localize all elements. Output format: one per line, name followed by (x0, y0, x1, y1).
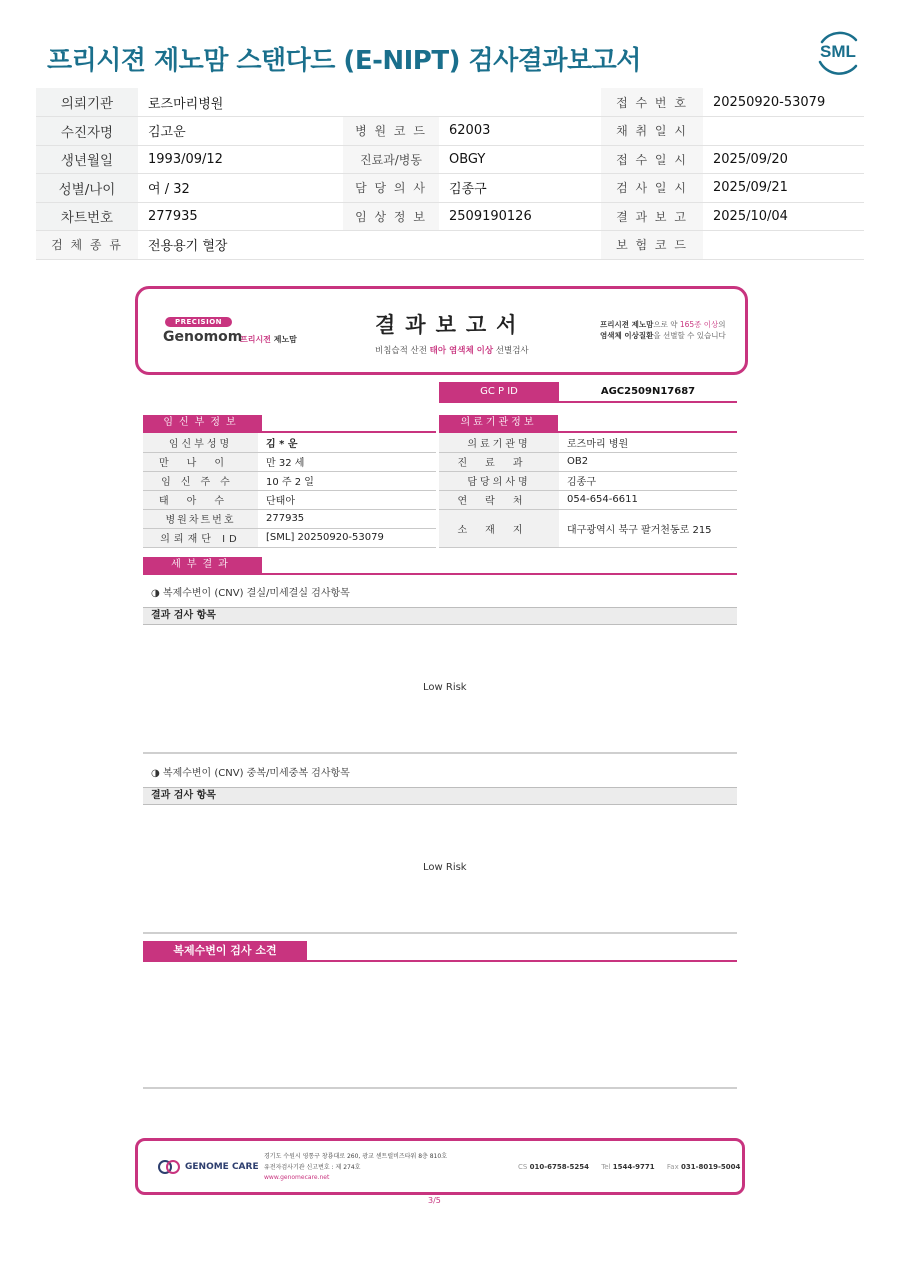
genomom-logo-text: Genomom (163, 329, 243, 345)
genome-care-name: GENOME CARE (185, 1162, 259, 1172)
license-line: 유전자검사기관 신고번호 : 제 274호 (264, 1163, 361, 1171)
patient-info-table (36, 88, 864, 260)
institution-info-header (439, 415, 737, 433)
fax-number: 031-8019-5004 (680, 1163, 741, 1171)
website-link[interactable]: www.genomecare.net (264, 1174, 330, 1181)
info-label: 검 사 일 시 (601, 174, 703, 203)
promo-text (600, 319, 726, 341)
report-title: 결과보고서 (375, 313, 527, 337)
info-label: 수진자명 (36, 117, 138, 146)
info-row (36, 145, 864, 174)
info-row (36, 174, 864, 203)
pregnant-info-header (143, 415, 436, 433)
receipt-date: 2025/09/20 (703, 145, 864, 174)
table-row (143, 471, 436, 490)
info-label: 성별/나이 (36, 174, 138, 203)
brand-kr: 제노맘 (273, 335, 297, 344)
info-label: 보 험 코 드 (601, 231, 703, 260)
table-row (439, 452, 737, 471)
cnv-loss-items-header: 결과 검사 항목 (143, 607, 737, 625)
detail-results-header (143, 557, 737, 575)
info-row (36, 88, 864, 117)
row-value: 단태아 (258, 490, 436, 509)
row-value: 로즈마리 병원 (559, 433, 737, 452)
subtitle-pre: 비침습적 산전 (375, 346, 427, 356)
table-row (143, 490, 436, 509)
cnv-loss-result: Low Risk (423, 682, 467, 693)
doctor-name: 김종구 (439, 174, 601, 203)
info-label: 접 수 번 호 (601, 88, 703, 117)
collection-date (703, 117, 864, 146)
brand-kr-pink: 프리시젼 (240, 335, 271, 344)
row-value: 김종구 (559, 471, 737, 490)
cnv-gain-items-header: 결과 검사 항목 (143, 787, 737, 805)
insurance-code (703, 231, 864, 260)
test-date: 2025/09/21 (703, 174, 864, 203)
row-value: 대구광역시 북구 팔거천동로 215 (559, 509, 737, 547)
table-row (143, 528, 436, 547)
table-row (439, 471, 737, 490)
sex-age: 여 / 32 (138, 174, 343, 203)
institution-info-table (439, 433, 737, 548)
footer-contact (518, 1163, 750, 1171)
info-empty (343, 88, 439, 117)
report-subtitle (375, 344, 529, 356)
cnv-gain-result: Low Risk (423, 862, 467, 873)
row-label: 임신주수 (143, 471, 258, 490)
info-label: 접 수 일 시 (601, 145, 703, 174)
receipt-number: 20250920-53079 (703, 88, 864, 117)
divider (143, 752, 737, 754)
address-line: 경기도 수원시 영통구 창룡대로 260, 광교 센트럴비즈타워 8층 810호 (264, 1153, 447, 1160)
footer-address (264, 1152, 447, 1184)
info-empty (343, 231, 439, 260)
birth-date: 1993/09/12 (138, 145, 343, 174)
gcp-id-value: AGC2509N17687 (600, 386, 696, 397)
info-label: 차트번호 (36, 202, 138, 231)
row-label: 임신부성명 (143, 433, 258, 452)
specimen-type: 전용용기 혈장 (138, 231, 343, 260)
report-date: 2025/10/04 (703, 202, 864, 231)
promo-pink: 165종 이상 (679, 320, 719, 329)
row-label: 연락처 (439, 490, 559, 509)
genome-care-logo-icon (157, 1159, 181, 1175)
cs-label: CS (518, 1163, 528, 1171)
promo-2: 의 (718, 320, 726, 329)
row-label: 병원차트번호 (143, 509, 258, 528)
info-label: 담 당 의 사 (343, 174, 439, 203)
cnv-loss-caption: ◑ 복제수변이 (CNV) 결실/미세결실 검사항목 (151, 588, 350, 599)
promo-bold: 프리시젼 제노맘 (600, 320, 654, 329)
institution-info-tab: 의료기관정보 (439, 415, 558, 431)
table-row (439, 433, 737, 452)
info-label: 의뢰기관 (36, 88, 138, 117)
info-row (36, 117, 864, 146)
opinion-header (143, 941, 737, 962)
gcp-id-label: GC P ID (439, 382, 559, 401)
row-label: 소재지 (439, 509, 559, 547)
row-label: 진료과 (439, 452, 559, 471)
promo-bold2: 염색체 이상질환 (600, 331, 654, 340)
cs-number: 010-6758-5254 (529, 1163, 589, 1171)
page-number: 3/5 (428, 1196, 441, 1205)
info-empty (439, 88, 601, 117)
info-row (36, 202, 864, 231)
footer-box (135, 1138, 745, 1195)
info-row (36, 231, 864, 260)
divider (143, 932, 737, 934)
info-label: 임 상 정 보 (343, 202, 439, 231)
row-value: 277935 (258, 509, 436, 528)
report-banner (135, 286, 748, 375)
precision-badge: PRECISION (165, 317, 232, 327)
row-value: [SML] 20250920-53079 (258, 528, 436, 547)
table-row (143, 452, 436, 471)
patient-name: 김고운 (138, 117, 343, 146)
info-label: 진료과/병동 (343, 145, 439, 174)
fax-label: Fax (666, 1163, 679, 1171)
subtitle-post: 선별검사 (495, 346, 529, 356)
row-label: 만나이 (143, 452, 258, 471)
detail-results-tab: 세부결과 (143, 557, 262, 573)
clinical-info: 2509190126 (439, 202, 601, 231)
department: OBGY (439, 145, 601, 174)
svg-text:SML: SML (820, 42, 856, 61)
table-row (439, 490, 737, 509)
page-title: 프리시젼 제노맘 스탠다드 (E-NIPT) 검사결과보고서 (47, 46, 641, 76)
row-value: 김 * 운 (258, 433, 436, 452)
cnv-gain-caption: ◑ 복제수변이 (CNV) 중복/미세중복 검사항목 (151, 768, 350, 779)
row-label: 담당의사명 (439, 471, 559, 490)
promo-3: 을 선별할 수 있습니다 (653, 331, 726, 340)
promo-1: 으로 약 (653, 320, 678, 329)
tel-label: Tel (601, 1163, 611, 1171)
info-label: 검 체 종 류 (36, 231, 138, 260)
pregnant-info-table (143, 433, 436, 548)
info-label: 병 원 코 드 (343, 117, 439, 146)
sml-logo (812, 28, 864, 76)
row-value: 만 32 세 (258, 452, 436, 471)
chart-number: 277935 (138, 202, 343, 231)
hospital-code: 62003 (439, 117, 601, 146)
subtitle-pink: 태아 염색체 이상 (429, 346, 494, 356)
opinion-tab: 복제수변이 검사 소견 (143, 941, 307, 960)
row-label: 의료기관명 (439, 433, 559, 452)
info-label: 생년월일 (36, 145, 138, 174)
table-row (439, 509, 737, 547)
gcp-id-box (439, 382, 737, 403)
table-row (143, 509, 436, 528)
row-label: 의뢰재단 ID (143, 528, 258, 547)
row-label: 태아수 (143, 490, 258, 509)
info-empty (439, 231, 601, 260)
info-label: 결 과 보 고 (601, 202, 703, 231)
table-row (143, 433, 436, 452)
tel-number: 1544-9771 (612, 1163, 655, 1171)
divider (143, 1087, 737, 1089)
referring-institution: 로즈마리병원 (138, 88, 343, 117)
genomom-kr-label (240, 334, 297, 345)
info-label: 채 취 일 시 (601, 117, 703, 146)
row-value: 10 주 2 일 (258, 471, 436, 490)
row-value: OB2 (559, 452, 737, 471)
row-value: 054-654-6611 (559, 490, 737, 509)
pregnant-info-tab: 임신부정보 (143, 415, 262, 431)
